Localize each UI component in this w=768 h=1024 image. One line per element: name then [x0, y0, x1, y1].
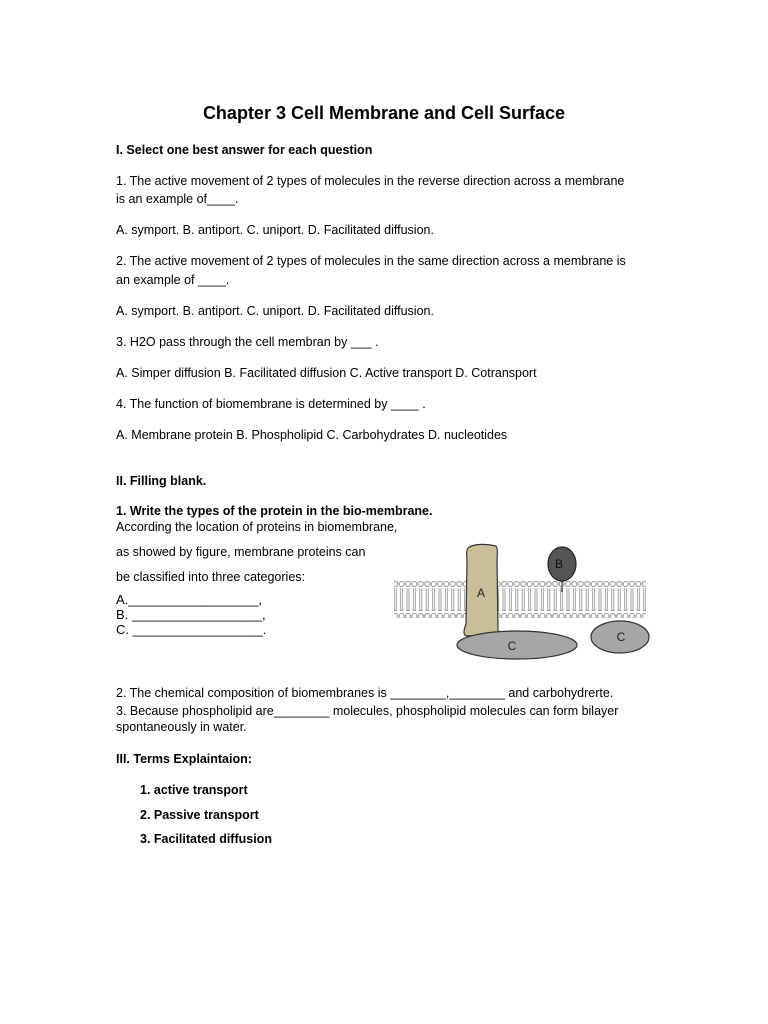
section-3-heading: III. Terms Explaintaion:	[116, 752, 252, 766]
fill-question-3-line-2: spontaneously in water.	[116, 720, 247, 734]
fill-question-2: 2. The chemical composition of biomembranes is ________,________ and carbohydrerte.	[116, 686, 614, 700]
lipid-bilayer	[394, 580, 646, 618]
fill-question-1-line-2: as showed by figure, membrane proteins can	[116, 545, 366, 559]
fill-question-1-heading: 1. Write the types of the protein in the bio-membrane.	[116, 504, 433, 518]
term-3: 3. Facilitated diffusion	[140, 832, 272, 846]
term-2: 2. Passive transport	[140, 808, 259, 822]
label-b: B	[554, 557, 564, 571]
question-1-line-2: is an example of____.	[116, 192, 239, 206]
question-4-line-1: 4. The function of biomembrane is determined by ____ .	[116, 397, 426, 411]
section-1-heading: I. Select one best answer for each question	[116, 143, 373, 157]
question-1-options: A. symport. B. antiport. C. uniport. D. Facilitated diffusion.	[116, 223, 434, 237]
question-2-line-2: an example of ____.	[116, 273, 230, 287]
question-2-options: A. symport. B. antiport. C. uniport. D. Facilitated diffusion.	[116, 304, 434, 318]
fill-question-1-line-1: According the location of proteins in biomembrane,	[116, 520, 398, 534]
fill-question-3-line-1: 3. Because phospholipid are________ molecules, phospholipid molecules can form bilayer	[116, 704, 619, 718]
label-c-left: C	[507, 639, 517, 653]
fill-question-1-line-3: be classified into three categories:	[116, 570, 305, 584]
blank-c: C. __________________.	[116, 622, 267, 637]
question-3-options: A. Simper diffusion B. Facilitated diffusion C. Active transport D. Cotransport	[116, 366, 537, 380]
question-1-line-1: 1. The active movement of 2 types of molecules in the reverse direction across a membrane	[116, 174, 625, 188]
question-3-line-1: 3. H2O pass through the cell membran by ___ .	[116, 335, 379, 349]
label-c-right: C	[616, 630, 626, 644]
membrane-protein-figure	[392, 540, 654, 664]
integral-protein-a	[464, 544, 498, 636]
blank-a: A.__________________,	[116, 592, 263, 607]
peripheral-protein-c-left	[457, 631, 577, 659]
page-title: Chapter 3 Cell Membrane and Cell Surface	[202, 103, 566, 123]
question-4-options: A. Membrane protein B. Phospholipid C. Carbohydrates D. nucleotides	[116, 428, 508, 442]
peripheral-protein-c-right	[591, 621, 649, 653]
question-2-line-1: 2. The active movement of 2 types of molecules in the same direction across a membrane is	[116, 254, 626, 268]
term-1: 1. active transport	[140, 783, 248, 797]
blank-b: B. __________________,	[116, 607, 266, 622]
section-2-heading: II. Filling blank.	[116, 474, 207, 488]
label-a: A	[476, 586, 486, 600]
